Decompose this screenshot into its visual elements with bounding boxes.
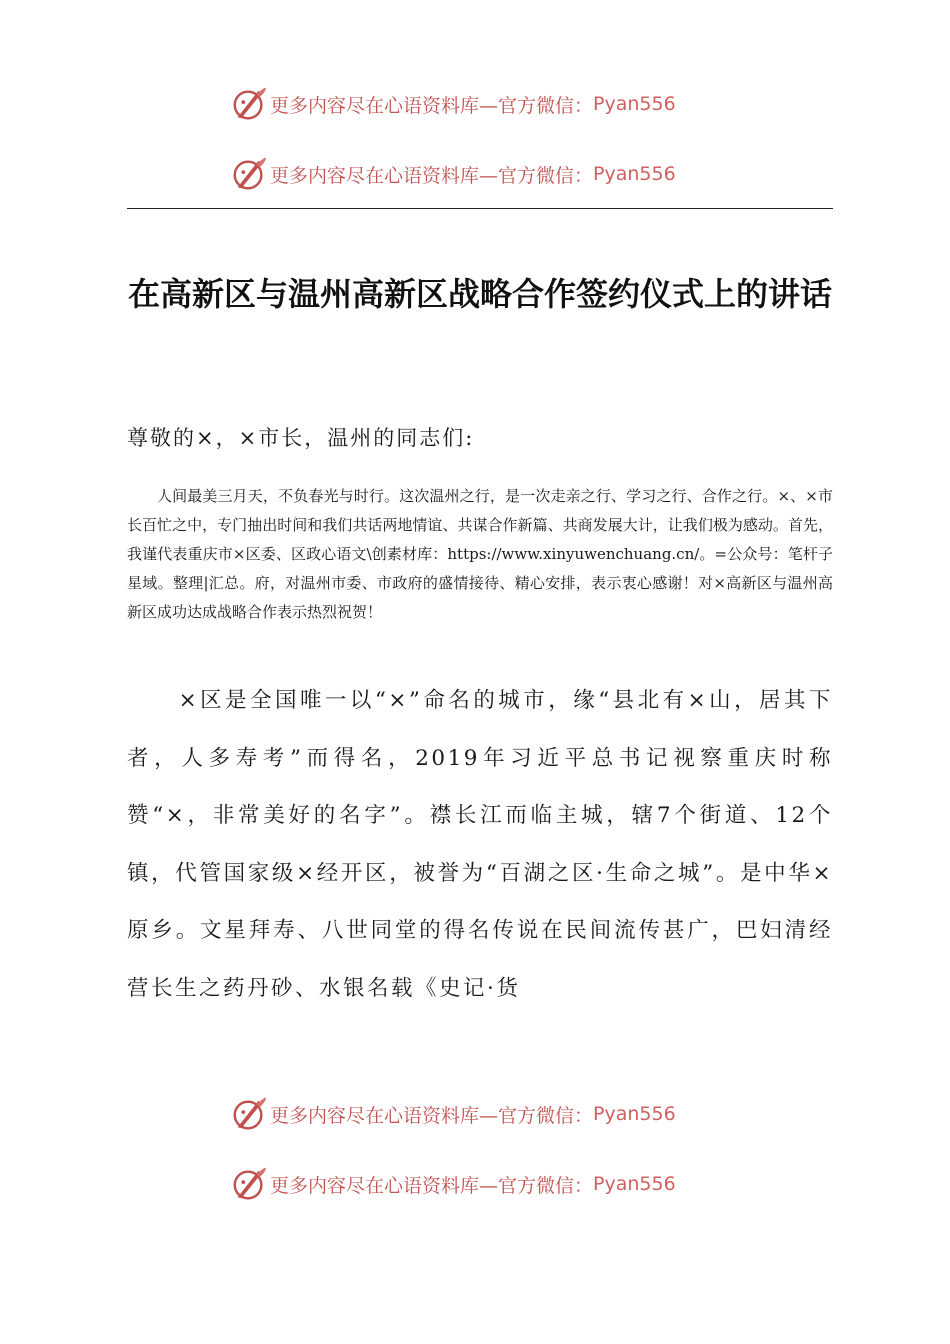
watermark-banner — [230, 154, 750, 194]
quill-pen-logo-icon — [230, 1095, 268, 1133]
watermark-wechat-id: Pyan556 — [593, 1103, 676, 1125]
watermark-wechat-id: Pyan556 — [593, 93, 676, 115]
watermark-banner — [230, 1164, 750, 1204]
watermark-text: 更多内容尽在心语资料库—官方微信： — [270, 1104, 594, 1127]
quill-pen-logo-icon — [230, 1165, 268, 1203]
paragraph-1: 人间最美三月天，不负春光与时行。这次温州之行，是一次走亲之行、学习之行、合作之行。×、×市长百忙之中，专门抽出时间和我们共话两地情谊、共谋合作新篇、共商发展大计，让我们极为感动。首先，我谨代表重庆市×区委、区政心语文\创素材库：https://www.xinyuwenchuang.cn/。=公众号：笔杆子星域。整理|汇总。府，对温州市委、市政府的盛情接待、精心安排，表示衷心感谢！对×高新区与温州高新区成功达成战略合作表示热烈祝贺！ — [127, 487, 833, 621]
paragraph-2: ×区是全国唯一以“×”命名的城市，缘“县北有×山，居其下者，人多寿考”而得名，2019年习近平总书记视察重庆时称赞“×，非常美好的名字”。襟长江而临主城，辖7个街道、12个镇，代管国家级×经开区，被誉为“百湖之区·生命之城”。是中华×原乡。文星拜寿、八世同堂的得名传说在民间流传甚广，巴妇清经营长生之药丹砂、水银名载《史记·货 — [127, 688, 833, 1001]
watermark-text: 更多内容尽在心语资料库—官方微信： — [270, 1174, 594, 1197]
watermark-wechat-id: Pyan556 — [593, 163, 676, 185]
watermark-banner — [230, 1094, 750, 1134]
quill-pen-logo-icon — [230, 155, 268, 193]
document-title: 在高新区与温州高新区战略合作签约仪式上的讲话 — [127, 275, 832, 313]
watermark-text: 更多内容尽在心语资料库—官方微信： — [270, 94, 594, 117]
watermark-banner — [230, 84, 750, 124]
quill-pen-logo-icon — [230, 85, 268, 123]
header-divider — [127, 208, 833, 209]
watermark-text: 更多内容尽在心语资料库—官方微信： — [270, 164, 594, 187]
watermark-wechat-id: Pyan556 — [593, 1173, 676, 1195]
salutation: 尊敬的×，×市长，温州的同志们: — [127, 426, 475, 450]
